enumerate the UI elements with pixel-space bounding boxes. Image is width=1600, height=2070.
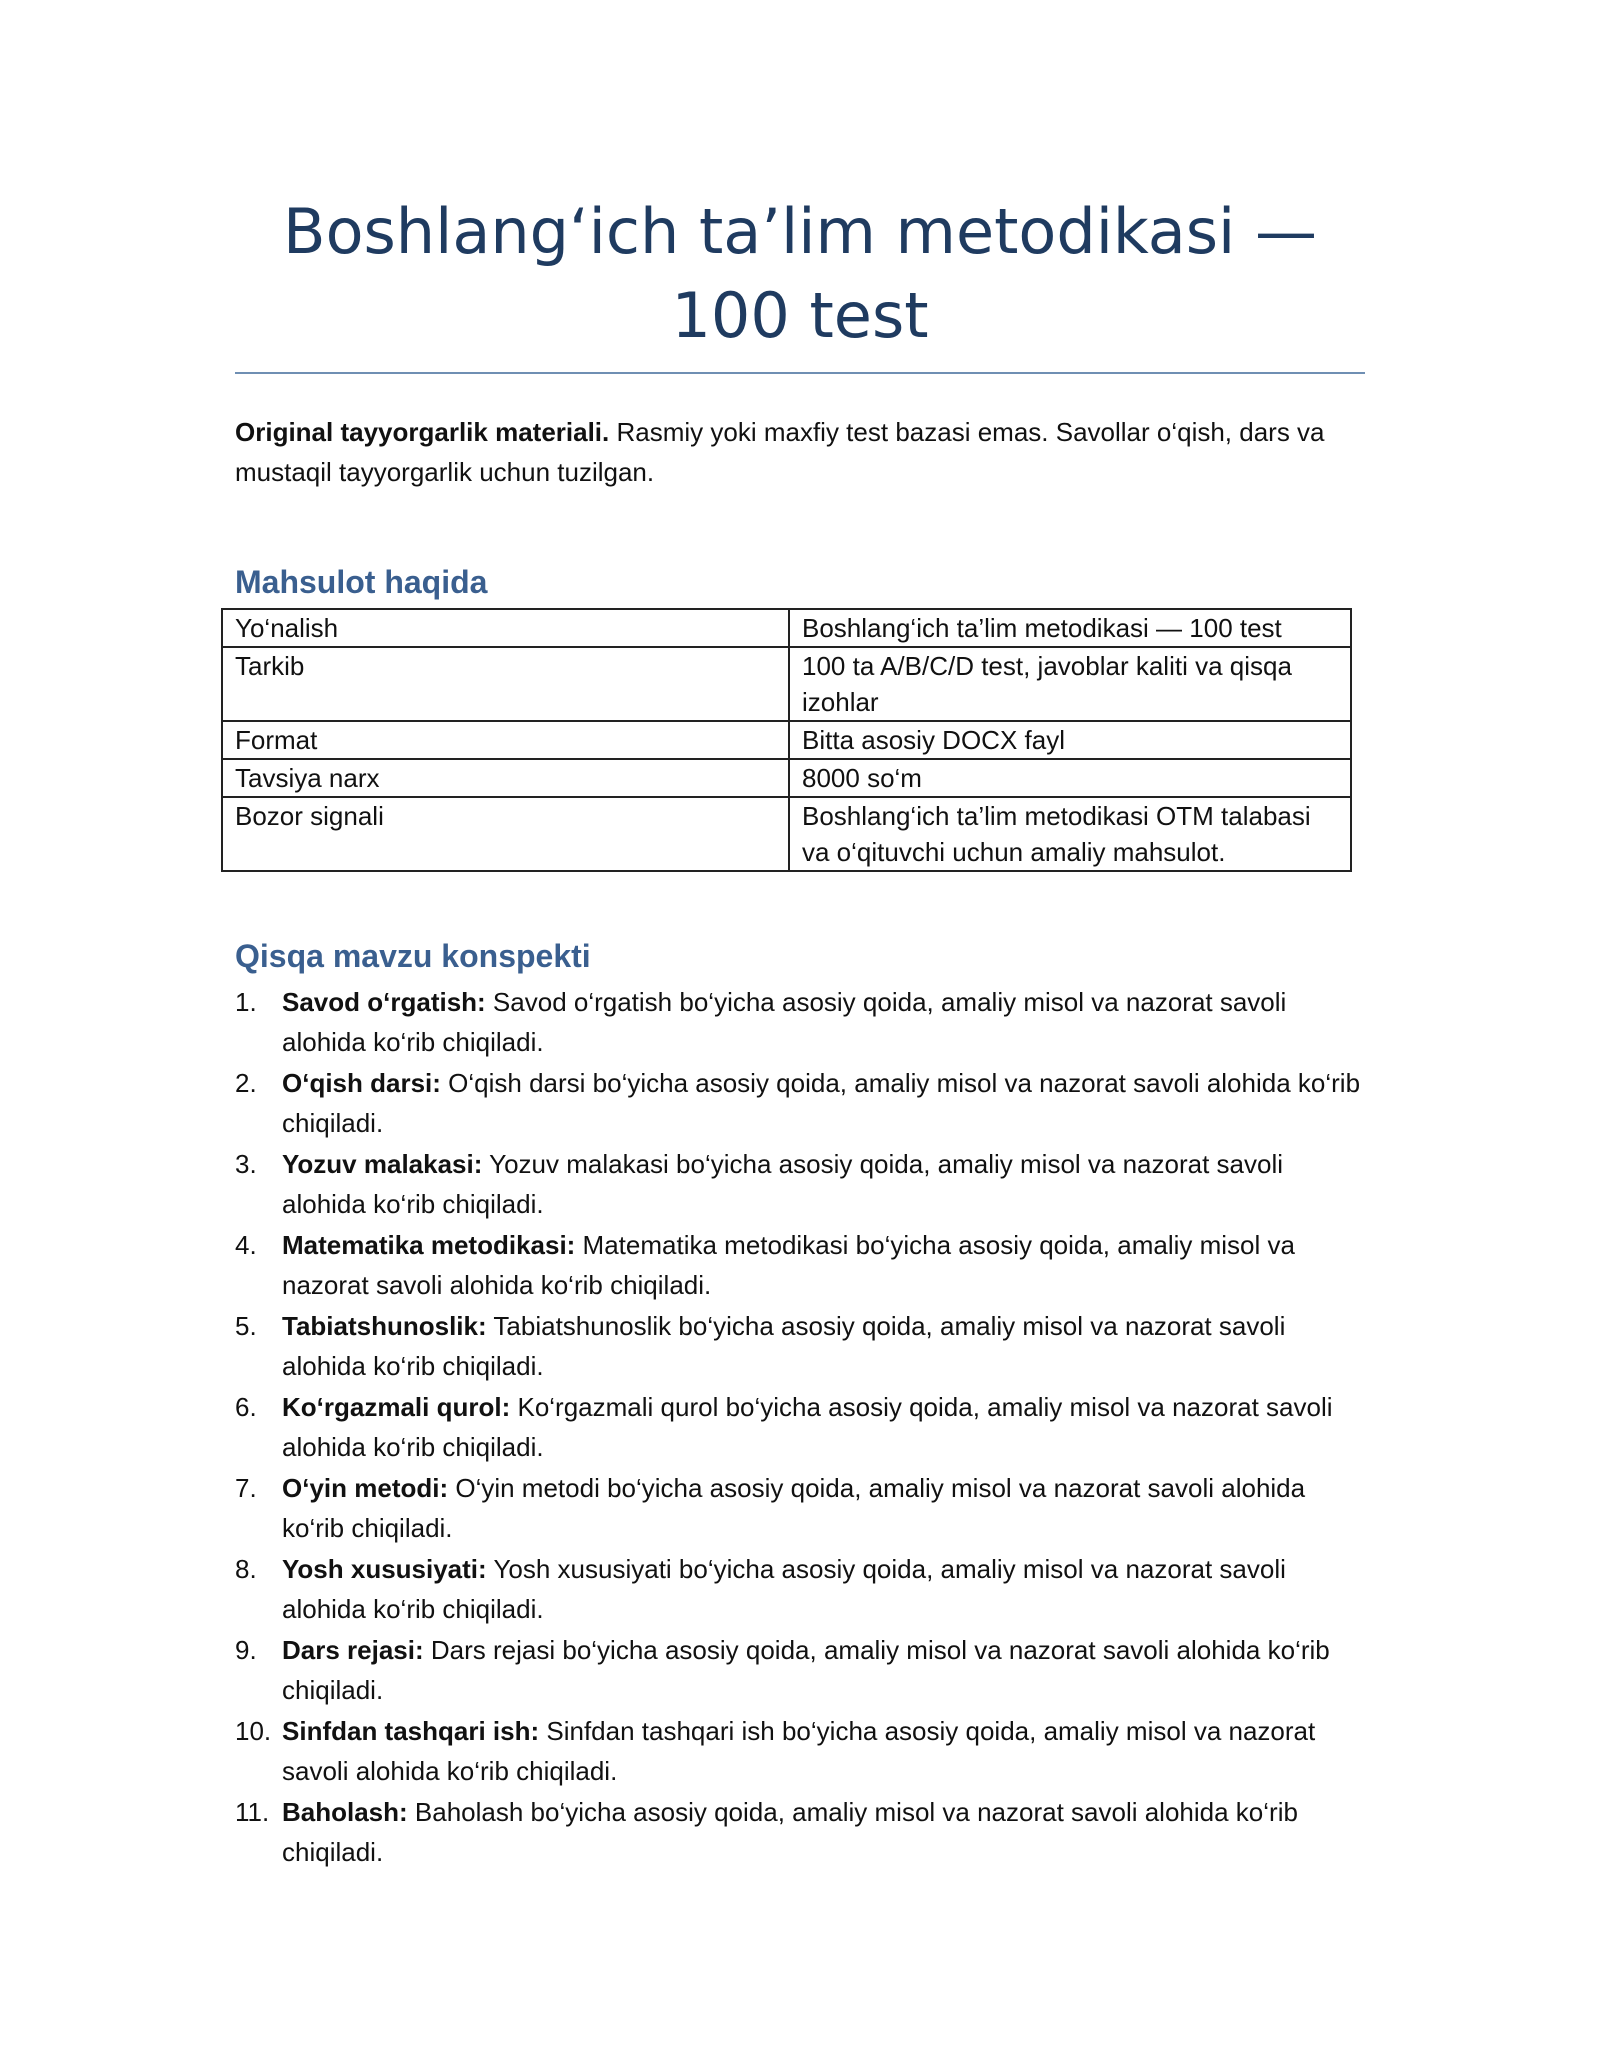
intro-paragraph xyxy=(235,412,1365,492)
list-item xyxy=(235,1387,1365,1467)
list-item-text: Tabiatshunoslik bo‘yicha asosiy qoida, amaliy misol va nazorat savoli alohida ko‘rib chiqiladi. xyxy=(282,1311,1286,1381)
list-item-title: Savod o‘rgatish: xyxy=(282,987,486,1017)
table-row xyxy=(222,797,1351,871)
list-item-title: Matematika metodikasi: xyxy=(282,1230,576,1260)
table-row xyxy=(222,609,1351,647)
list-item-text: Yozuv malakasi bo‘yicha asosiy qoida, amaliy misol va nazorat savoli alohida ko‘rib chiqiladi. xyxy=(282,1149,1284,1219)
table-value-cell: 8000 so‘m xyxy=(789,759,1351,797)
list-item xyxy=(235,1630,1365,1710)
table-row xyxy=(222,721,1351,759)
list-item-number: 1. xyxy=(235,987,257,1017)
list-item-text: Dars rejasi bo‘yicha asosiy qoida, amaliy misol va nazorat savoli alohida ko‘rib chiqiladi. xyxy=(282,1635,1330,1705)
list-item xyxy=(235,1225,1365,1305)
list-item-title: O‘yin metodi: xyxy=(282,1473,449,1503)
list-item xyxy=(235,1792,1365,1872)
list-item-text: Baholash bo‘yicha asosiy qoida, amaliy misol va nazorat savoli alohida ko‘rib chiqiladi. xyxy=(282,1797,1298,1867)
list-item-number: 6. xyxy=(235,1392,257,1422)
list-item xyxy=(235,1549,1365,1629)
document-content xyxy=(235,190,1365,1873)
table-label-cell: Bozor signali xyxy=(222,797,789,871)
list-item-text: Matematika metodikasi bo‘yicha asosiy qoida, amaliy misol va nazorat savoli alohida ko‘rib chiqiladi. xyxy=(282,1230,1295,1300)
list-item-title: Yosh xususiyati: xyxy=(282,1554,487,1584)
table-label-cell: Yo‘nalish xyxy=(222,609,789,647)
list-item-number: 9. xyxy=(235,1635,257,1665)
list-item-text: O‘yin metodi bo‘yicha asosiy qoida, amaliy misol va nazorat savoli alohida ko‘rib chiqiladi. xyxy=(282,1473,1306,1543)
list-item-number: 5. xyxy=(235,1311,257,1341)
list-item-title: Yozuv malakasi: xyxy=(282,1149,483,1179)
list-item-text: Yosh xususiyati bo‘yicha asosiy qoida, amaliy misol va nazorat savoli alohida ko‘rib chiqiladi. xyxy=(282,1554,1286,1624)
product-info-table xyxy=(221,608,1352,872)
list-item-title: Dars rejasi: xyxy=(282,1635,424,1665)
list-item-text: O‘qish darsi bo‘yicha asosiy qoida, amaliy misol va nazorat savoli alohida ko‘rib chiqiladi. xyxy=(282,1068,1361,1138)
table-row xyxy=(222,647,1351,721)
list-item xyxy=(235,982,1365,1062)
list-item-text: Savod o‘rgatish bo‘yicha asosiy qoida, amaliy misol va nazorat savoli alohida ko‘rib chiqiladi. xyxy=(282,987,1287,1057)
list-item xyxy=(235,1306,1365,1386)
table-label-cell: Format xyxy=(222,721,789,759)
table-value-cell: 100 ta A/B/C/D test, javoblar kaliti va qisqa izohlar xyxy=(789,647,1351,721)
list-item-number: 4. xyxy=(235,1230,257,1260)
list-item xyxy=(235,1468,1365,1548)
list-item-text: Sinfdan tashqari ish bo‘yicha asosiy qoida, amaliy misol va nazorat savoli alohida ko‘rib chiqiladi. xyxy=(282,1716,1316,1786)
table-label-cell: Tavsiya narx xyxy=(222,759,789,797)
table-label-cell: Tarkib xyxy=(222,647,789,721)
list-item-text: Ko‘rgazmali qurol bo‘yicha asosiy qoida, amaliy misol va nazorat savoli alohida ko‘rib chiqiladi. xyxy=(282,1392,1333,1462)
list-item-number: 3. xyxy=(235,1149,257,1179)
list-item-title: Tabiatshunoslik: xyxy=(282,1311,487,1341)
list-item-number: 2. xyxy=(235,1068,257,1098)
summary-section-heading: Qisqa mavzu konspekti xyxy=(235,938,591,974)
topic-list xyxy=(235,982,1365,1872)
list-item-title: O‘qish darsi: xyxy=(282,1068,441,1098)
list-item xyxy=(235,1144,1365,1224)
list-item-number: 11. xyxy=(235,1797,270,1827)
list-item-number: 10. xyxy=(235,1716,272,1746)
list-item-number: 7. xyxy=(235,1473,257,1503)
list-item-title: Sinfdan tashqari ish: xyxy=(282,1716,540,1746)
table-row xyxy=(222,759,1351,797)
list-item-number: 8. xyxy=(235,1554,257,1584)
list-item-title: Ko‘rgazmali qurol: xyxy=(282,1392,511,1422)
table-value-cell: Boshlang‘ich ta’lim metodikasi — 100 test xyxy=(789,609,1351,647)
list-item-title: Baholash: xyxy=(282,1797,408,1827)
list-item xyxy=(235,1063,1365,1143)
intro-text: Rasmiy yoki maxfiy test bazasi emas. Savollar o‘qish, dars va mustaqil tayyorgarlik uchun tuzilgan. xyxy=(235,417,1325,487)
product-section-heading: Mahsulot haqida xyxy=(235,564,488,600)
document-title: Boshlang‘ich ta’lim metodikasi — 100 test xyxy=(235,190,1365,374)
table-value-cell: Boshlang‘ich ta’lim metodikasi OTM talabasi va o‘qituvchi uchun amaliy mahsulot. xyxy=(789,797,1351,871)
intro-bold: Original tayyorgarlik materiali. xyxy=(235,417,610,447)
list-item xyxy=(235,1711,1365,1791)
table-value-cell: Bitta asosiy DOCX fayl xyxy=(789,721,1351,759)
